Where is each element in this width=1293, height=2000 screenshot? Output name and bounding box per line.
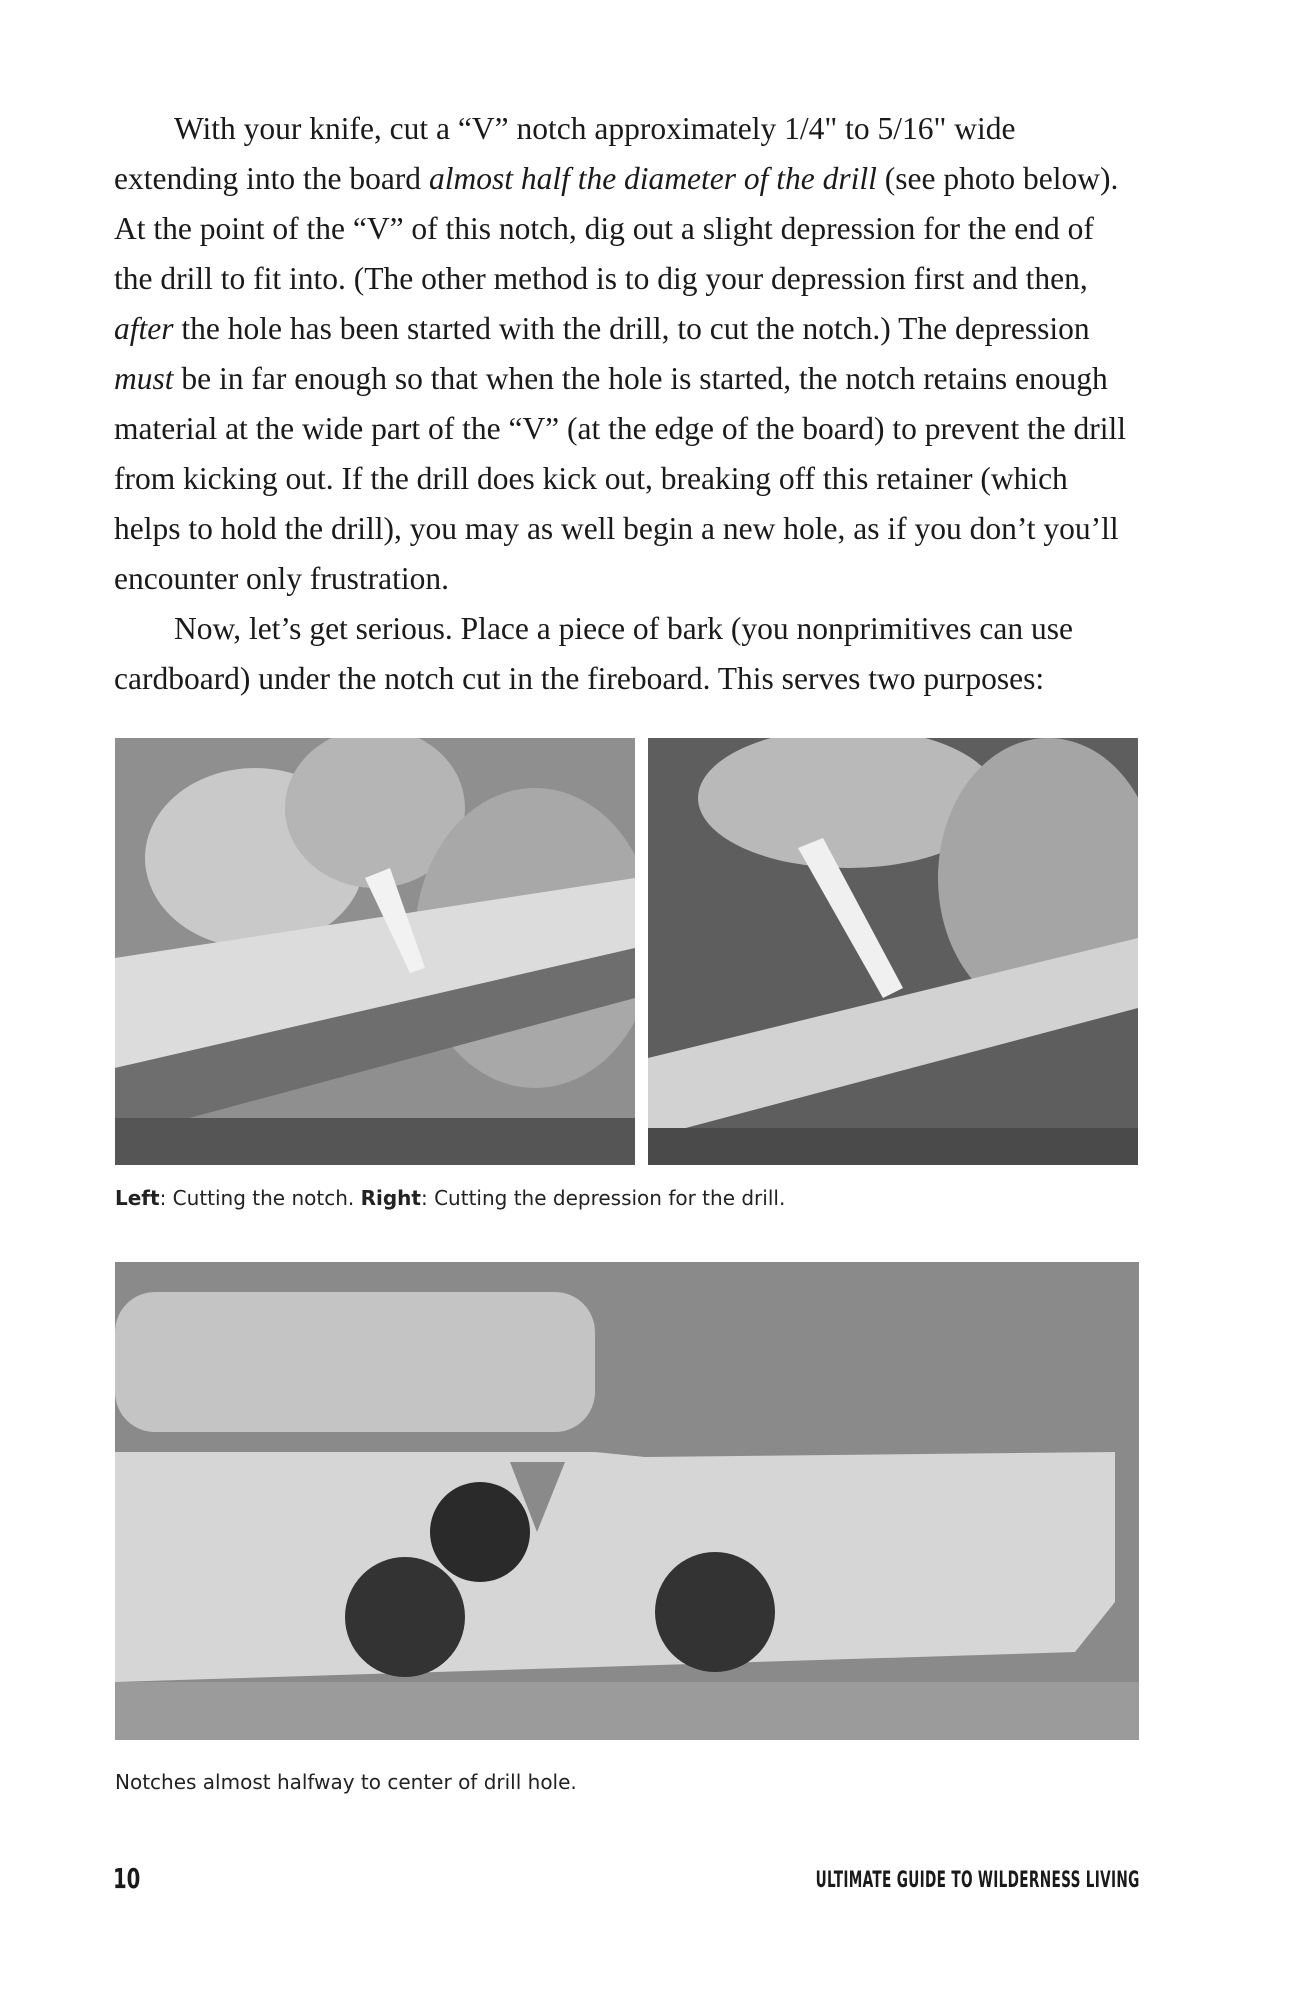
caption-right-label: Right bbox=[360, 1186, 421, 1210]
photo-cutting-depression bbox=[648, 738, 1138, 1165]
caption-left-label: Left bbox=[115, 1186, 160, 1210]
p1-text-d: be in far enough so that when the hole is started, the notch retains enough material at the wide part of the “V” (at the edge of the board) to prevent the drill from kicking out. If the drill does kick out, breaking off this retainer (which helps to hold the drill), you may as well begin a new hole, as if you don’t you’ll encounter only frustration. bbox=[114, 361, 1126, 596]
photo-fireboard-notches bbox=[115, 1262, 1139, 1740]
caption-photos-top bbox=[115, 1186, 785, 1210]
caption-left-text: : Cutting the notch. bbox=[159, 1186, 361, 1210]
p1-emphasis-2: after bbox=[114, 311, 174, 346]
page-number: 10 bbox=[113, 1862, 141, 1895]
p1-emphasis-1: almost half the diameter of the drill bbox=[428, 161, 877, 196]
p1-text-a: With your knife, cut a “V” notch approximately 1/4" to 5/16" wide extending into the board bbox=[114, 111, 1016, 196]
p1-emphasis-3: must bbox=[114, 361, 174, 396]
p1-text-b: (see photo below). At the point of the “V” of this notch, dig out a slight depression for the end of the drill to fit into. (The other method is to dig your depression first and then, bbox=[114, 161, 1119, 296]
caption-right-text: : Cutting the depression for the drill. bbox=[420, 1186, 786, 1210]
caption-photo-bottom: Notches almost halfway to center of drill hole. bbox=[115, 1770, 577, 1794]
paragraph-1 bbox=[114, 104, 1130, 604]
running-footer-title: ULTIMATE GUIDE TO WILDERNESS LIVING bbox=[815, 1868, 1140, 1893]
body-text bbox=[114, 104, 1130, 704]
photo-cutting-notch bbox=[115, 738, 635, 1165]
paragraph-2: Now, let’s get serious. Place a piece of bark (you nonprimitives can use cardboard) under the notch cut in the fireboard. This serves two purposes: bbox=[114, 611, 1073, 696]
p1-text-c: the hole has been started with the drill, to cut the notch.) The depression bbox=[173, 311, 1090, 346]
